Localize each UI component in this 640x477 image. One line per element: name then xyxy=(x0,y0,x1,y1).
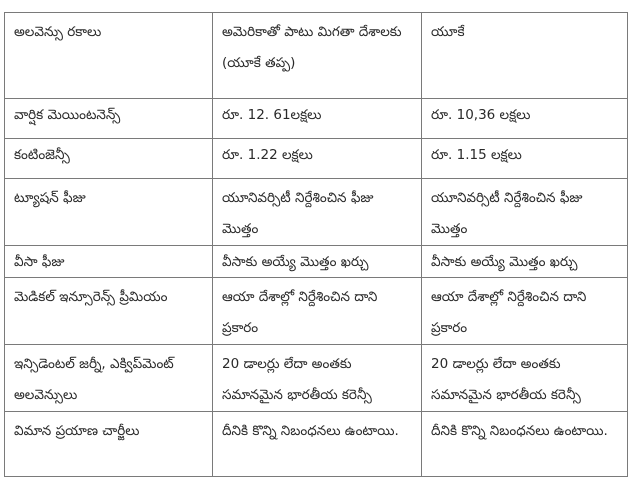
table-cell: వీసాకు అయ్యే మొత్తం ఖర్చు xyxy=(213,246,422,278)
header-cell: యూకే xyxy=(422,13,628,99)
table-cell: రూ. 1.22 లక్షలు xyxy=(213,139,422,179)
table-row xyxy=(5,345,628,412)
table-row xyxy=(5,99,628,139)
table-cell: కంటింజెన్సీ xyxy=(5,139,213,179)
table-header-row xyxy=(5,13,628,99)
table-cell: యూనివర్సిటీ నిర్దేశించిన ఫీజు మొత్తం xyxy=(422,179,628,246)
table-cell: ఇన్సిడెంటల్ జర్నీ, ఎక్విప్‌మెంట్ అలవెన్సులు xyxy=(5,345,213,412)
table-cell: 20 డాలర్లు లేదా అంతకు సమానమైన భారతీయ కరెన్సీ xyxy=(213,345,422,412)
table-cell: యూనివర్సిటీ నిర్దేశించిన ఫీజు మొత్తం xyxy=(213,179,422,246)
table-row xyxy=(5,278,628,345)
table-cell: మెడికల్ ఇన్సూరెన్స్ ప్రీమియం xyxy=(5,278,213,345)
table-cell: వీసా ఫీజు xyxy=(5,246,213,278)
table-cell: విమాన ప్రయాణ చార్జీలు xyxy=(5,412,213,477)
table-row xyxy=(5,139,628,179)
table-cell: రూ. 1.15 లక్షలు xyxy=(422,139,628,179)
table-cell: వార్షిక మెయింటనెన్స్ xyxy=(5,99,213,139)
table-cell: ఆయా దేశాల్లో నిర్దేశించిన దాని ప్రకారం xyxy=(422,278,628,345)
table-cell: వీసాకు అయ్యే మొత్తం ఖర్చు xyxy=(422,246,628,278)
table-cell: ట్యూషన్ ఫీజు xyxy=(5,179,213,246)
header-cell: అమెరికాతో పాటు మిగతా దేశాలకు (యూకే తప్ప) xyxy=(213,13,422,99)
table-cell: 20 డాలర్లు లేదా అంతకు సమానమైన భారతీయ కరెన్సీ xyxy=(422,345,628,412)
table-cell: రూ. 10,36 లక్షలు xyxy=(422,99,628,139)
table-cell: రూ. 12. 61లక్షలు xyxy=(213,99,422,139)
allowances-table xyxy=(4,12,628,477)
table-row xyxy=(5,246,628,278)
header-cell: అలవెన్సు రకాలు xyxy=(5,13,213,99)
table-cell: దీనికి కొన్ని నిబంధనలు ఉంటాయి. xyxy=(422,412,628,477)
table-cell: ఆయా దేశాల్లో నిర్దేశించిన దాని ప్రకారం xyxy=(213,278,422,345)
table-cell: దీనికి కొన్ని నిబంధనలు ఉంటాయి. xyxy=(213,412,422,477)
table-row xyxy=(5,179,628,246)
